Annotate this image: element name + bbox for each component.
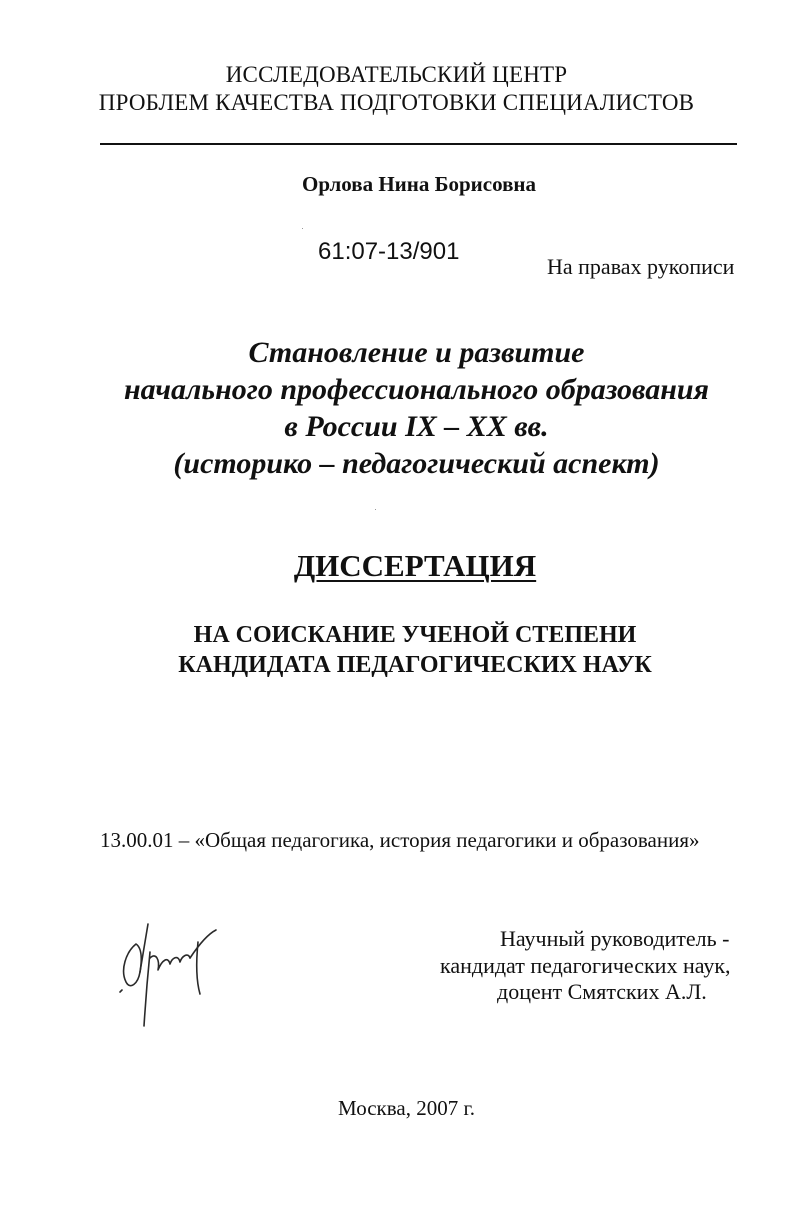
supervisor-line-3: доцент Смятских А.Л. xyxy=(497,979,707,1004)
degree-line-2: КАНДИДАТА ПЕДАГОГИЧЕСКИХ НАУК xyxy=(178,652,652,678)
scan-speck xyxy=(302,228,303,229)
signature-stroke-7 xyxy=(120,990,122,992)
author-name: Орлова Нина Борисовна xyxy=(301,172,537,196)
signature-stroke-5 xyxy=(197,942,200,994)
title-line-2: начального профессионального образования xyxy=(124,373,709,406)
signature-stroke-3 xyxy=(144,952,150,1026)
signature-stroke-2 xyxy=(140,924,148,972)
rights-note: На правах рукописи xyxy=(547,254,735,279)
catalog-code: 61:07-13/901 xyxy=(318,238,460,265)
signature-stroke-4 xyxy=(150,955,190,970)
title-line-4: (историко – педагогический аспект) xyxy=(173,447,660,480)
handwritten-signature xyxy=(112,912,232,1030)
specialty-code: 13.00.01 – «Общая педагогика, история педагогики и образования» xyxy=(100,828,700,852)
organization-line-1: ИССЛЕДОВАТЕЛЬСКИЙ ЦЕНТР xyxy=(225,62,568,87)
place-and-year: Москва, 2007 г. xyxy=(338,1096,475,1120)
scan-speck xyxy=(375,509,376,510)
title-line-1: Становление и развитие xyxy=(248,336,585,369)
degree-line-1: НА СОИСКАНИЕ УЧЕНОЙ СТЕПЕНИ xyxy=(193,622,637,648)
signature-stroke-6 xyxy=(190,930,216,958)
organization-line-2: ПРОБЛЕМ КАЧЕСТВА ПОДГОТОВКИ СПЕЦИАЛИСТОВ xyxy=(98,90,695,115)
supervisor-line-1: Научный руководитель - xyxy=(500,926,730,951)
supervisor-line-2: кандидат педагогических наук, xyxy=(440,953,731,978)
document-type-heading: ДИССЕРТАЦИЯ xyxy=(293,548,537,583)
header-divider xyxy=(100,143,737,145)
title-line-3: в России IX – XX вв. xyxy=(284,410,549,443)
signature-stroke-1 xyxy=(124,944,142,986)
